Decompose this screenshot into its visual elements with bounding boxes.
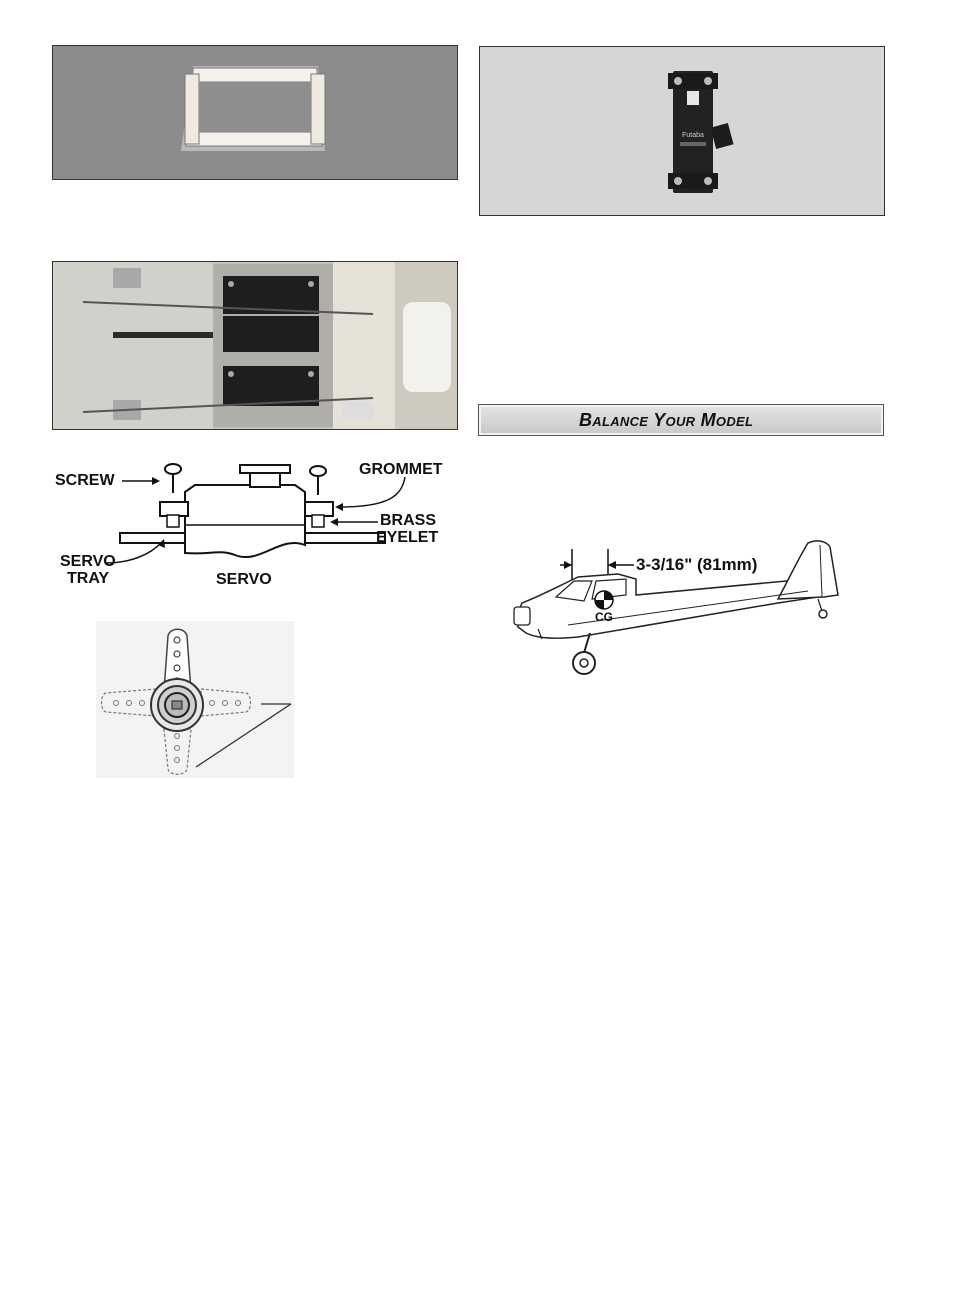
screw-label: SCREW	[55, 472, 115, 489]
balance-your-model-banner	[478, 404, 884, 436]
servo-mounted-photo	[479, 46, 885, 216]
banner-title: Balance Your Model	[579, 410, 754, 430]
grommet-label: GROMMET	[359, 461, 443, 478]
servo-tray-label-line2: TRAY	[67, 570, 110, 587]
brass-eyelet-label-line2: EYELET	[376, 529, 439, 546]
cg-label: CG	[595, 610, 613, 624]
brass-eyelet-label-line1: BRASS	[380, 512, 437, 529]
cg-dimension-label: 3-3/16" (81mm)	[636, 555, 758, 574]
servos-installed-photo	[52, 261, 458, 430]
servo-grommet-diagram	[50, 455, 450, 595]
servo-tray-label-line1: SERVO	[60, 553, 116, 570]
servo-arm-diagram	[96, 621, 294, 778]
servo-brand-text: Futaba	[682, 132, 704, 139]
servo-label: SERVO	[216, 571, 272, 588]
servo-tray-frame-photo	[52, 45, 458, 180]
